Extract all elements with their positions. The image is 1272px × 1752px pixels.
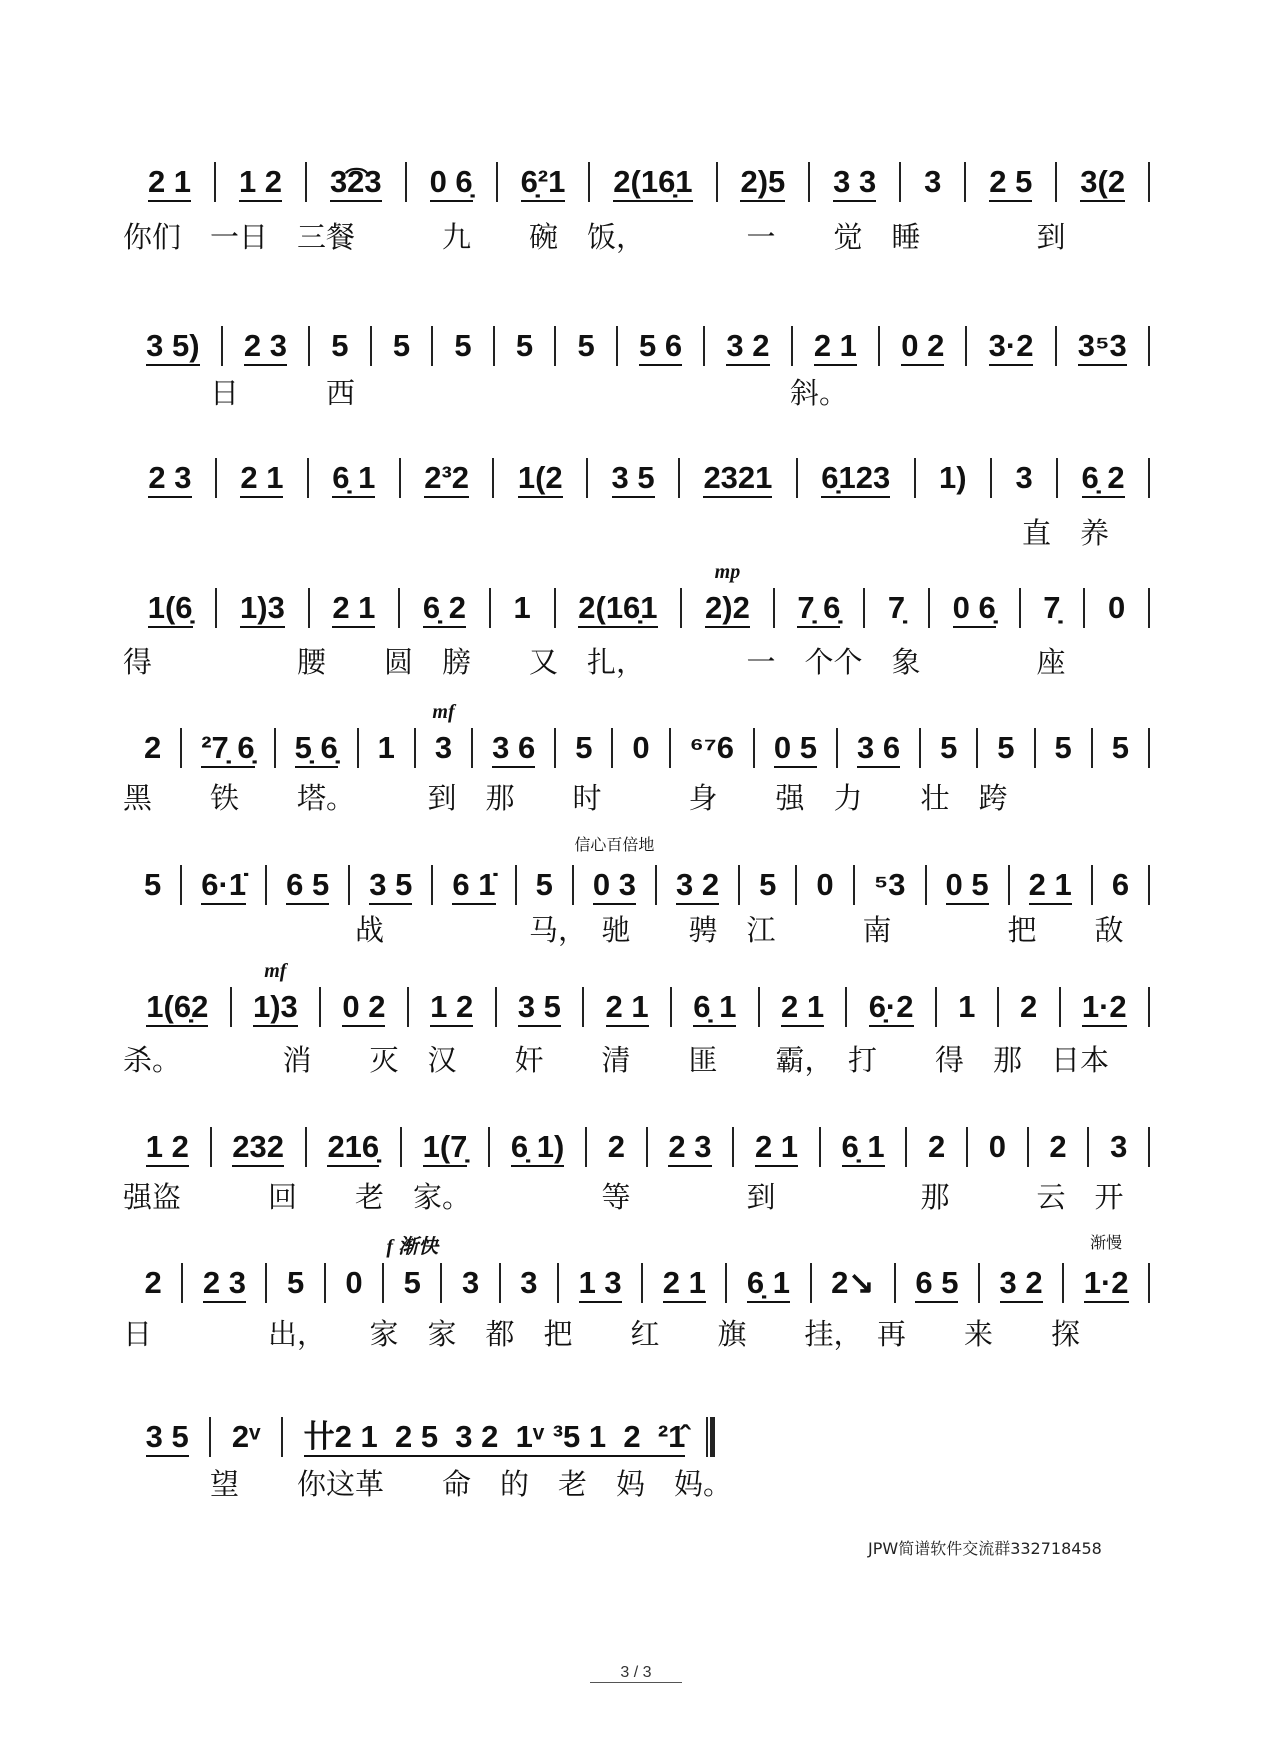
notes: 5 6 xyxy=(639,328,682,366)
lyric-line: 得 腰 圆 膀 又 扎， 一 个个 象 座 xyxy=(123,645,1066,679)
notes: 6̣ 1 xyxy=(332,460,375,498)
notes: 3͡23 xyxy=(330,164,382,202)
notes: 2 3 xyxy=(148,460,191,498)
notes: 1(6̣2 xyxy=(146,989,208,1027)
measure xyxy=(1036,726,1091,770)
measure xyxy=(865,586,928,630)
measure xyxy=(433,324,493,368)
notes: 0 6̣ xyxy=(430,164,473,202)
measure xyxy=(125,1261,181,1305)
notes: 6̣²1 xyxy=(521,164,566,202)
measure xyxy=(556,726,611,770)
measure xyxy=(968,1125,1027,1169)
notes: 1 3 xyxy=(579,1265,622,1303)
notes: 2 1 xyxy=(1029,867,1072,905)
notes: 3 6 xyxy=(857,730,900,768)
notes: 2 1 xyxy=(781,989,824,1027)
score-line xyxy=(125,960,1150,1029)
measure xyxy=(473,726,554,770)
measure xyxy=(211,1415,281,1459)
notes: 6̣ 1 xyxy=(842,1129,885,1167)
dynamic-marking: mf xyxy=(264,960,287,982)
measure xyxy=(682,561,772,630)
measure xyxy=(307,160,405,204)
notes: 2 xyxy=(1019,989,1038,1024)
notes: 3 5 xyxy=(369,867,412,905)
lyric-line: 望 你这革 命 的 老 妈 妈。 xyxy=(123,1467,733,1501)
barline xyxy=(1148,728,1150,768)
measure xyxy=(1058,456,1148,500)
measure xyxy=(775,586,864,630)
measure xyxy=(590,160,715,204)
notes: 1·2 xyxy=(1084,1265,1129,1303)
notes: 6̣123 xyxy=(821,460,890,498)
measure xyxy=(797,863,852,907)
notes: 2)5 xyxy=(740,164,785,202)
notes: 6̣·2 xyxy=(869,989,914,1027)
notes: 5 xyxy=(759,867,777,902)
measure xyxy=(618,324,703,368)
measure xyxy=(793,324,878,368)
measure xyxy=(183,1261,265,1305)
notes: 3 xyxy=(1015,460,1033,495)
measure xyxy=(223,324,308,368)
measure xyxy=(587,1125,646,1169)
notes: 3 2 xyxy=(676,867,719,905)
measure xyxy=(409,985,495,1029)
notes: 0 2 xyxy=(901,328,944,366)
notes: 2 3 xyxy=(203,1265,246,1303)
notes: 2)2 xyxy=(705,590,750,628)
measure xyxy=(125,324,221,368)
measure xyxy=(495,324,555,368)
score-line xyxy=(125,324,1150,368)
notes: 5 xyxy=(144,867,162,902)
measure xyxy=(350,863,431,907)
measure xyxy=(372,324,432,368)
measure xyxy=(821,1125,906,1169)
score-line xyxy=(125,1233,1150,1305)
notes: 2↘ xyxy=(831,1265,875,1300)
measure xyxy=(433,863,514,907)
measure xyxy=(498,160,589,204)
notes: 2 xyxy=(143,730,162,765)
notes: 2 xyxy=(1049,1129,1067,1164)
measure xyxy=(1057,324,1148,368)
notes: 5 xyxy=(940,730,958,765)
measure xyxy=(584,985,670,1029)
measure xyxy=(1057,160,1148,204)
measure xyxy=(125,1415,209,1459)
notes: 5 xyxy=(515,328,534,363)
notes: 5 xyxy=(403,1265,421,1300)
barline xyxy=(1148,458,1150,498)
notes: 5 xyxy=(331,328,349,363)
notes: 6̣ 1 xyxy=(693,989,736,1027)
measure xyxy=(416,701,471,770)
notes: 0 5 xyxy=(774,730,817,768)
notes: 3⁵3 xyxy=(1078,328,1127,366)
notes: 0 2 xyxy=(342,989,385,1027)
footer-credit: JPW简谱软件交流群332718458 xyxy=(868,1539,1102,1558)
measure xyxy=(574,835,655,907)
measure xyxy=(125,586,215,630)
notes: 3 5) xyxy=(146,328,199,366)
measure xyxy=(927,863,1008,907)
measure xyxy=(980,1261,1062,1305)
notes: 1 xyxy=(513,590,531,625)
measure xyxy=(494,456,586,500)
measure xyxy=(359,726,414,770)
notes: 2 3 xyxy=(244,328,287,366)
notes: 2 1 xyxy=(148,164,191,202)
notes: 3 3 xyxy=(833,164,876,202)
measure xyxy=(907,1125,966,1169)
lyric-line: 黑 铁 塔。 到 那 时 身 强 力 壮 跨 xyxy=(123,781,1008,815)
notes: 5 xyxy=(997,730,1015,765)
notes: ⁵3 xyxy=(873,867,906,902)
notes: 2(16̣1 xyxy=(613,164,692,202)
barline xyxy=(1148,588,1150,628)
lyric-line: 日 西 斜。 xyxy=(123,376,849,410)
notes: 2³2 xyxy=(424,460,469,498)
measure xyxy=(978,726,1033,770)
notes: 1 2 xyxy=(146,1129,189,1167)
notes: 216̣ xyxy=(327,1129,379,1167)
notes: 0 xyxy=(816,867,834,902)
measure xyxy=(921,726,976,770)
dynamic-marking: 渐慢 xyxy=(1090,1233,1123,1252)
notes: 2 1 xyxy=(814,328,857,366)
notes: 3 5 xyxy=(146,1419,189,1457)
notes: 5 xyxy=(454,328,472,363)
notes: 3 5 xyxy=(518,989,561,1027)
notes: 6 5 xyxy=(915,1265,958,1303)
notes: 0 xyxy=(345,1265,363,1300)
measure xyxy=(810,160,899,204)
notes: 0 6̣ xyxy=(953,590,996,628)
notes: 5 xyxy=(577,328,595,363)
notes: 6 xyxy=(1111,867,1130,902)
measure xyxy=(309,456,399,500)
measure xyxy=(705,324,790,368)
measure xyxy=(310,324,370,368)
notes: 5̣ 6̣ xyxy=(295,730,338,768)
barline xyxy=(1148,162,1150,202)
notes: ⁶⁷6 xyxy=(689,730,734,765)
measure xyxy=(182,726,273,770)
notes: 232 xyxy=(232,1129,284,1167)
measure xyxy=(1093,726,1148,770)
measure xyxy=(321,985,407,1029)
dynamic-marking: f 渐快 xyxy=(386,1236,439,1258)
notes: 7̣ xyxy=(887,590,906,625)
measure xyxy=(212,1125,305,1169)
lyric-line: 你们 一日 三餐 九 碗 饭， 一 觉 睡 到 xyxy=(123,220,1066,254)
notes: 2 1 xyxy=(332,590,375,628)
notes: 0 xyxy=(988,1129,1006,1164)
barline xyxy=(1148,865,1150,905)
notes: 3 5 xyxy=(612,460,655,498)
notes: 1(6̣ xyxy=(148,590,193,628)
notes: 1) xyxy=(939,460,967,495)
score-line xyxy=(125,1415,715,1459)
measure xyxy=(855,863,925,907)
measure xyxy=(283,1415,706,1459)
notes: 7̣ xyxy=(1043,590,1061,625)
measure xyxy=(125,1125,210,1169)
lyric-line: 杀。 消 灭 汉 奸 清 匪 霸， 打 得 那 日本 xyxy=(123,1043,1110,1077)
notes: 2321 xyxy=(703,460,772,498)
measure xyxy=(491,586,554,630)
notes: 0 3 xyxy=(593,867,636,905)
measure xyxy=(217,456,307,500)
measure xyxy=(1061,985,1148,1029)
notes: 5 xyxy=(287,1265,305,1300)
notes: 3(2 xyxy=(1080,164,1125,202)
notes: 5 xyxy=(575,730,593,765)
measure xyxy=(896,1261,978,1305)
score-line xyxy=(125,835,1150,907)
notes: 1)3 xyxy=(253,989,298,1027)
notes: 3·2 xyxy=(989,328,1034,366)
measure xyxy=(937,985,997,1029)
measure xyxy=(1089,1125,1148,1169)
measure xyxy=(556,586,681,630)
notes: 1 xyxy=(958,989,976,1024)
notes: 6̣ 2 xyxy=(1082,460,1125,498)
notes: 3 2 xyxy=(726,328,769,366)
score-line xyxy=(125,561,1150,630)
notes: 2 3 xyxy=(668,1129,711,1167)
notes: 1·2 xyxy=(1082,989,1127,1027)
notes: 卄2 1 2 5 3 2 1ᵛ ³5 1 2 ²1̂ xyxy=(304,1419,686,1457)
notes: 6 5 xyxy=(286,867,329,905)
dynamic-marking: mp xyxy=(714,561,741,583)
measure xyxy=(326,1261,382,1305)
notes: 6 1̇ xyxy=(452,867,495,905)
measure xyxy=(401,456,493,500)
measure xyxy=(930,586,1019,630)
measure xyxy=(648,1125,733,1169)
measure xyxy=(966,160,1055,204)
measure xyxy=(718,160,809,204)
notes: 2 xyxy=(928,1129,946,1164)
notes: 6̣ 1) xyxy=(511,1129,564,1167)
notes: 3 6 xyxy=(492,730,535,768)
measure xyxy=(217,586,307,630)
measure xyxy=(847,985,934,1029)
notes: 2 1 xyxy=(663,1265,706,1303)
measure xyxy=(402,1125,488,1169)
measure xyxy=(999,985,1059,1029)
measure xyxy=(182,863,265,907)
measure xyxy=(901,160,964,204)
measure xyxy=(442,1261,498,1305)
notes: 5 xyxy=(1054,730,1072,765)
notes: 0 xyxy=(1107,590,1126,625)
notes: 1 xyxy=(377,730,395,765)
measure xyxy=(613,726,668,770)
measure xyxy=(588,456,678,500)
measure xyxy=(490,1125,585,1169)
measure xyxy=(916,456,990,500)
measure xyxy=(657,863,738,907)
measure xyxy=(1029,1125,1088,1169)
measure xyxy=(310,586,399,630)
barline xyxy=(1148,1263,1150,1303)
measure xyxy=(559,1261,641,1305)
notes: 3 xyxy=(520,1265,538,1300)
measure xyxy=(267,863,348,907)
lyric-line: 直 养 xyxy=(123,516,1110,550)
notes: 2 1 xyxy=(240,460,283,498)
measure xyxy=(517,863,572,907)
notes: 5 xyxy=(392,328,411,363)
notes: 1(7̣ xyxy=(423,1129,468,1167)
measure xyxy=(967,324,1054,368)
measure xyxy=(880,324,965,368)
measure xyxy=(798,456,914,500)
notes: 3 2 xyxy=(1000,1265,1043,1303)
score-line xyxy=(125,1125,1150,1169)
notes: 2 xyxy=(144,1265,162,1300)
lyric-line: 日 出， 家 家 都 把 红 旗 挂， 再 来 探 xyxy=(123,1317,1081,1351)
notes: 2 1 xyxy=(755,1129,798,1167)
score-line xyxy=(125,456,1150,500)
measure xyxy=(1093,863,1148,907)
score-line xyxy=(125,701,1150,770)
notes: 1 2 xyxy=(430,989,473,1027)
measure xyxy=(384,1236,440,1305)
measure xyxy=(125,160,214,204)
measure xyxy=(760,985,846,1029)
measure xyxy=(672,985,758,1029)
notes: 6̣ 1 xyxy=(747,1265,790,1303)
barline xyxy=(1148,326,1150,366)
measure xyxy=(267,1261,323,1305)
notes: 7̣ 6̣ xyxy=(797,590,840,628)
notes: 6·1̇ xyxy=(201,867,246,905)
notes: 2(16̣1 xyxy=(578,590,657,628)
notes: 5 xyxy=(535,867,553,902)
notes: 6̣ 2 xyxy=(423,590,466,628)
notes: 2 5 xyxy=(989,164,1032,202)
measure xyxy=(838,726,919,770)
measure xyxy=(734,1125,819,1169)
notes: 1 2 xyxy=(239,164,282,202)
measure xyxy=(216,160,305,204)
dynamic-marking: 信心百倍地 xyxy=(574,835,655,854)
measure xyxy=(727,1261,809,1305)
notes: 3 xyxy=(924,164,942,199)
notes: 2 xyxy=(607,1129,625,1164)
lyric-line: 战 马， 驰 骋 江 南 把 敌 xyxy=(123,913,1124,947)
notes: 2 1 xyxy=(606,989,649,1027)
measure xyxy=(125,726,180,770)
measure xyxy=(125,456,215,500)
measure xyxy=(671,726,753,770)
notes: 0 5 xyxy=(946,867,989,905)
notes: 1(2 xyxy=(518,460,563,498)
notes: 0 xyxy=(632,730,650,765)
measure xyxy=(812,1261,894,1305)
measure xyxy=(680,456,796,500)
measure xyxy=(400,586,489,630)
notes: 5 xyxy=(1111,730,1129,765)
measure xyxy=(497,985,583,1029)
notes: 3 xyxy=(434,730,453,765)
notes: 3 xyxy=(461,1265,480,1300)
measure xyxy=(556,324,616,368)
measure xyxy=(407,160,496,204)
notes: 1)3 xyxy=(240,590,285,628)
measure xyxy=(755,726,836,770)
final-barline xyxy=(706,1417,715,1457)
measure xyxy=(1010,863,1091,907)
notes: ²7̣ 6̣ xyxy=(201,730,254,768)
measure xyxy=(307,1125,400,1169)
notes: 2ᵛ xyxy=(231,1419,261,1454)
barline xyxy=(1148,1127,1150,1167)
measure xyxy=(501,1261,557,1305)
notes: 3 xyxy=(1110,1129,1128,1164)
measure xyxy=(276,726,357,770)
lyric-line: 强盗 回 老 家。 等 到 那 云 开 xyxy=(123,1180,1124,1214)
dynamic-marking: mf xyxy=(432,701,455,723)
measure xyxy=(643,1261,725,1305)
page-number xyxy=(0,1664,1272,1683)
measure xyxy=(740,863,795,907)
measure xyxy=(1064,1233,1148,1305)
score-line xyxy=(125,160,1150,204)
page-number-text: 3 / 3 xyxy=(590,1664,681,1683)
measure xyxy=(1085,586,1148,630)
measure xyxy=(992,456,1056,500)
barline xyxy=(1148,987,1150,1027)
measure xyxy=(125,863,180,907)
measure xyxy=(1021,586,1084,630)
measure xyxy=(232,960,319,1029)
measure xyxy=(125,985,230,1029)
